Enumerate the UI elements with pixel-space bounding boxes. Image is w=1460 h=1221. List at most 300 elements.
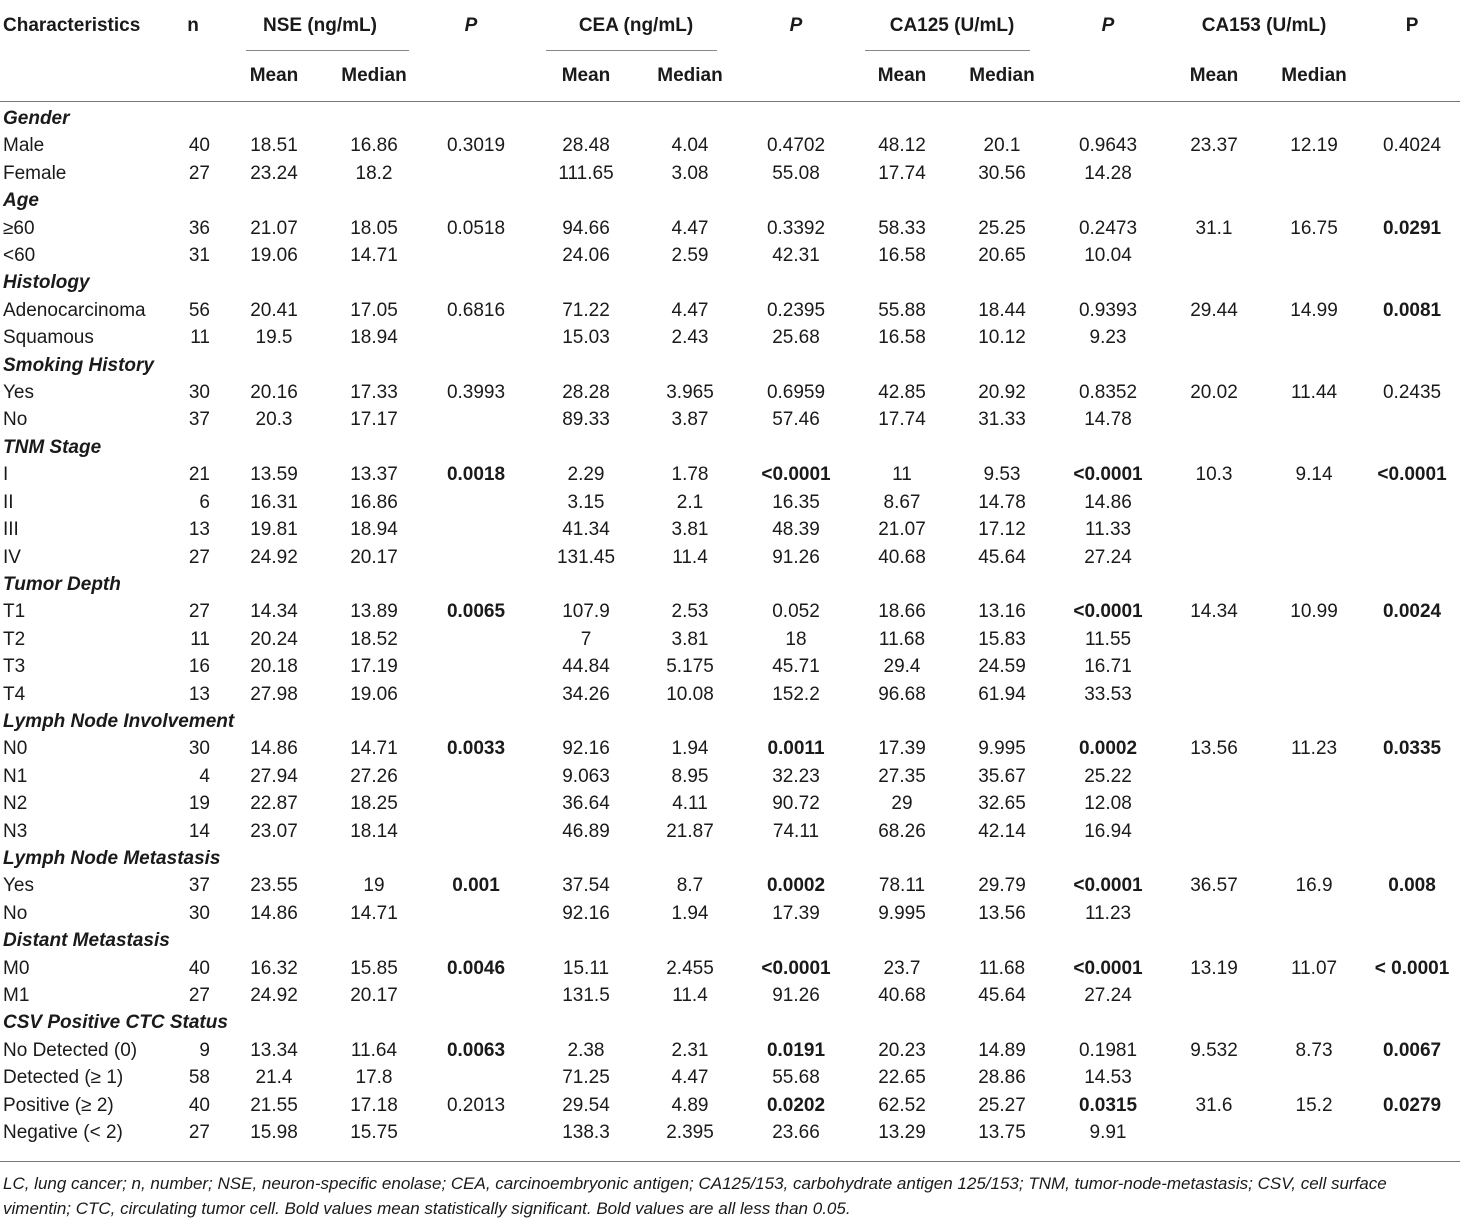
- cell-nse-median: 15.75: [350, 1122, 398, 1144]
- category-row: [0, 927, 1460, 954]
- cell-cea-median: 3.81: [671, 628, 709, 650]
- cell-ca153-mean: [1164, 681, 1264, 708]
- cell-ca125-mean: 13.29: [878, 1122, 926, 1144]
- cell-n: 27: [188, 546, 210, 568]
- cell-ca125-mean: 9.995: [878, 902, 926, 924]
- header-nse: NSE (ng/mL): [263, 14, 377, 36]
- header-p-cea: P: [789, 14, 803, 36]
- cell-label: M1: [3, 985, 30, 1006]
- cell-label: Adenocarcinoma: [3, 299, 146, 321]
- table-row: [0, 489, 1460, 516]
- cell-nse-median: 17.18: [350, 1094, 398, 1116]
- cell-ca125-p: 25.22: [1084, 765, 1132, 787]
- cell-ca125-p: 14.86: [1084, 491, 1132, 513]
- cell-ca125-mean: 48.12: [878, 135, 926, 157]
- cell-ca125-p: 14.28: [1084, 162, 1132, 184]
- table-row: [0, 1119, 1460, 1146]
- cell-ca153-p: [1364, 489, 1460, 516]
- cell-ca125-mean: 29: [891, 793, 913, 815]
- cell-ca125-median: 17.12: [978, 519, 1026, 541]
- cell-ca153-median: [1264, 653, 1364, 680]
- cell-ca153-median: [1264, 982, 1364, 1009]
- cell-ca153-p: 0.0291: [1382, 217, 1442, 239]
- cell-cea-mean: 41.34: [562, 519, 610, 541]
- cell-ca153-median: [1264, 489, 1364, 516]
- cell-nse-median: 13.37: [350, 464, 398, 486]
- cell-n: 16: [188, 656, 210, 678]
- cell-nse-median: 14.71: [350, 738, 398, 760]
- table-row: [0, 598, 1460, 625]
- cell-nse-p: [420, 242, 532, 269]
- table-row: [0, 900, 1460, 927]
- cell-cea-p: 45.71: [772, 656, 820, 678]
- cell-ca125-mean: 55.88: [878, 299, 926, 321]
- cell-nse-mean: 27.94: [250, 765, 298, 787]
- cell-n: 11: [190, 628, 210, 650]
- nse-underline: [246, 50, 409, 51]
- cell-cea-median: 2.59: [671, 245, 709, 267]
- cell-ca125-median: 14.89: [978, 1039, 1026, 1061]
- cell-n: 36: [188, 217, 210, 239]
- cell-label: <60: [3, 245, 36, 267]
- cell-ca153-mean: [1164, 626, 1264, 653]
- cell-cea-p: 91.26: [772, 546, 820, 568]
- cell-nse-p: [420, 1064, 532, 1091]
- cell-ca153-mean: 31.6: [1195, 1094, 1233, 1116]
- category-label: Distant Metastasis: [3, 930, 170, 952]
- cell-cea-median: 4.04: [671, 135, 709, 157]
- cell-ca153-median: [1264, 790, 1364, 817]
- cell-cea-mean: 24.06: [562, 245, 610, 267]
- cell-label: T2: [3, 628, 26, 650]
- header-row-1: [0, 0, 1460, 51]
- header-cea: CEA (ng/mL): [578, 14, 694, 36]
- cell-cea-mean: 15.11: [562, 957, 610, 979]
- table-row: [0, 516, 1460, 543]
- cell-cea-mean: 94.66: [562, 217, 610, 239]
- table-row: [0, 406, 1460, 433]
- header-characteristics: Characteristics: [3, 14, 141, 36]
- cell-nse-mean: 15.98: [250, 1122, 298, 1144]
- cell-n: 13: [188, 519, 210, 541]
- cell-ca153-mean: [1164, 790, 1264, 817]
- cell-n: 13: [188, 683, 210, 705]
- table-row: [0, 653, 1460, 680]
- table-row: [0, 160, 1460, 187]
- cell-nse-median: 27.26: [350, 765, 398, 787]
- cell-nse-median: 15.85: [350, 957, 398, 979]
- cell-nse-p: 0.0046: [446, 957, 506, 979]
- cell-ca125-mean: 68.26: [878, 820, 926, 842]
- cell-ca125-mean: 18.66: [878, 601, 926, 623]
- cell-ca125-p: 14.78: [1084, 409, 1132, 431]
- cell-cea-p: 90.72: [772, 793, 820, 815]
- cell-ca125-mean: 22.65: [878, 1067, 926, 1089]
- cell-ca125-median: 20.65: [978, 245, 1026, 267]
- cell-ca153-p: [1364, 516, 1460, 543]
- cell-nse-mean: 21.55: [250, 1094, 298, 1116]
- cell-nse-median: 18.52: [350, 628, 398, 650]
- cell-ca153-p: 0.0335: [1382, 738, 1442, 760]
- cell-nse-mean: 20.41: [250, 299, 298, 321]
- cell-n: 31: [188, 245, 210, 267]
- cell-n: 30: [188, 902, 210, 924]
- cell-label: T4: [3, 683, 26, 705]
- cell-cea-median: 4.47: [671, 1067, 709, 1089]
- table-row: [0, 1092, 1460, 1119]
- table-row: [0, 872, 1460, 899]
- cell-nse-p: [420, 160, 532, 187]
- cell-cea-mean: 28.28: [562, 382, 610, 404]
- cell-nse-p: [420, 982, 532, 1009]
- cell-nse-median: 16.86: [350, 135, 398, 157]
- cell-cea-median: 8.7: [676, 875, 704, 897]
- cell-n: 11: [190, 327, 210, 349]
- cell-label: Detected (≥ 1): [3, 1067, 124, 1089]
- cell-cea-median: 1.94: [671, 738, 709, 760]
- cea-underline: [546, 50, 717, 51]
- cell-cea-p: 0.3392: [766, 217, 826, 239]
- table-row: [0, 461, 1460, 488]
- cell-nse-median: 18.25: [350, 793, 398, 815]
- cell-nse-mean: 14.34: [250, 601, 298, 623]
- cell-ca125-median: 32.65: [978, 793, 1026, 815]
- header-ca125: CA125 (U/mL): [889, 14, 1015, 36]
- cell-nse-p: [420, 900, 532, 927]
- cell-cea-median: 3.08: [671, 162, 709, 184]
- cell-n: 40: [188, 957, 210, 979]
- ca125-underline: [865, 50, 1030, 51]
- cell-cea-p: 32.23: [772, 765, 820, 787]
- cell-cea-p: 55.08: [772, 162, 820, 184]
- cell-ca125-p: 9.23: [1089, 327, 1127, 349]
- cell-label: Female: [3, 162, 67, 184]
- cell-label: II: [3, 491, 14, 513]
- cell-ca125-mean: 40.68: [878, 546, 926, 568]
- cell-cea-median: 2.455: [666, 957, 714, 979]
- table-row: [0, 1037, 1460, 1064]
- table-row: [0, 544, 1460, 571]
- header-ca125-mean: Mean: [877, 65, 927, 86]
- cell-nse-p: [420, 516, 532, 543]
- header-row-2: [0, 51, 1460, 101]
- cell-ca125-median: 15.83: [978, 628, 1026, 650]
- cell-ca153-median: [1264, 626, 1364, 653]
- cell-nse-mean: 24.92: [250, 546, 298, 568]
- cell-cea-p: <0.0001: [761, 957, 831, 979]
- cell-ca125-p: 0.1981: [1078, 1039, 1138, 1061]
- cell-ca125-p: 0.0002: [1078, 738, 1138, 760]
- cell-ca153-mean: [1164, 763, 1264, 790]
- cell-ca153-median: [1264, 1119, 1364, 1146]
- cell-ca153-mean: [1164, 544, 1264, 571]
- cell-cea-mean: 3.15: [567, 491, 605, 513]
- cell-label: N3: [3, 820, 28, 842]
- category-label: CSV Positive CTC Status: [3, 1012, 228, 1034]
- cell-nse-p: [420, 489, 532, 516]
- table-row: [0, 955, 1460, 982]
- cell-nse-mean: 21.07: [250, 217, 298, 239]
- cell-nse-mean: 19.5: [255, 327, 293, 349]
- cell-nse-p: [420, 790, 532, 817]
- cell-ca125-p: 11.23: [1084, 902, 1132, 924]
- cell-cea-median: 3.81: [671, 519, 709, 541]
- header-p-ca153: P: [1405, 14, 1419, 36]
- cell-cea-mean: 28.48: [562, 135, 610, 157]
- cell-ca153-median: [1264, 242, 1364, 269]
- cell-cea-mean: 71.25: [562, 1067, 610, 1089]
- cell-cea-median: 21.87: [666, 820, 714, 842]
- table-row: [0, 626, 1460, 653]
- cell-ca125-p: 0.0315: [1078, 1094, 1138, 1116]
- cell-cea-p: 0.6959: [766, 382, 826, 404]
- cell-nse-mean: 14.86: [250, 902, 298, 924]
- cell-cea-median: 1.78: [671, 464, 709, 486]
- cell-cea-median: 4.89: [671, 1094, 709, 1116]
- cell-label: Yes: [3, 382, 34, 404]
- table-row: [0, 735, 1460, 762]
- cell-nse-median: 20.17: [350, 985, 398, 1006]
- cell-n: 9: [199, 1039, 210, 1061]
- cell-ca125-p: <0.0001: [1073, 464, 1143, 486]
- cell-cea-mean: 92.16: [562, 902, 610, 924]
- cell-cea-median: 3.965: [666, 382, 714, 404]
- cell-cea-mean: 44.84: [562, 656, 610, 678]
- cell-nse-p: 0.6816: [446, 299, 506, 321]
- cell-ca153-mean: 10.3: [1195, 464, 1233, 486]
- cell-ca153-mean: [1164, 653, 1264, 680]
- cell-n: 58: [188, 1067, 210, 1089]
- header-p-ca125: P: [1101, 14, 1115, 36]
- cell-cea-mean: 34.26: [562, 683, 610, 705]
- cell-nse-mean: 23.24: [250, 162, 298, 184]
- cell-ca125-mean: 23.7: [883, 957, 921, 979]
- cell-ca153-p: [1364, 544, 1460, 571]
- cell-ca125-mean: 11: [892, 464, 912, 486]
- cell-ca153-p: 0.2435: [1382, 382, 1442, 404]
- cell-ca125-median: 61.94: [978, 683, 1026, 705]
- cell-nse-p: 0.001: [452, 875, 500, 897]
- cell-ca153-p: [1364, 324, 1460, 351]
- cell-label: I: [3, 464, 9, 486]
- cell-cea-p: 91.26: [772, 985, 820, 1006]
- table-row: [0, 297, 1460, 324]
- cell-ca153-p: < 0.0001: [1374, 957, 1450, 979]
- cell-nse-median: 17.8: [355, 1067, 393, 1089]
- cell-label: T3: [3, 656, 26, 678]
- cell-ca125-p: 16.71: [1084, 656, 1132, 678]
- cell-ca125-median: 18.44: [978, 299, 1026, 321]
- cell-ca153-p: 0.0024: [1382, 601, 1442, 623]
- cell-ca153-median: 15.2: [1295, 1094, 1333, 1116]
- cell-ca125-median: 25.27: [978, 1094, 1026, 1116]
- cell-ca125-mean: 78.11: [878, 875, 926, 897]
- category-row: [0, 708, 1460, 735]
- cell-cea-p: 17.39: [772, 902, 820, 924]
- cell-cea-p: 74.11: [772, 820, 820, 842]
- cell-ca153-median: 8.73: [1295, 1039, 1333, 1061]
- cell-nse-median: 14.71: [350, 245, 398, 267]
- header-ca153-median: Median: [1281, 65, 1347, 86]
- cell-cea-p: 152.2: [772, 683, 820, 705]
- table-row: [0, 242, 1460, 269]
- cell-label: No: [3, 409, 28, 431]
- cell-label: M0: [3, 957, 30, 979]
- cell-ca153-mean: [1164, 489, 1264, 516]
- cell-n: 21: [188, 464, 210, 486]
- cell-nse-median: 17.19: [350, 656, 398, 678]
- cell-n: 30: [188, 738, 210, 760]
- cell-cea-median: 2.53: [671, 601, 709, 623]
- cell-ca125-mean: 16.58: [878, 245, 926, 267]
- cell-ca153-p: [1364, 900, 1460, 927]
- cell-ca125-mean: 20.23: [878, 1039, 926, 1061]
- cell-nse-mean: 24.92: [250, 985, 298, 1006]
- cell-nse-p: [420, 1119, 532, 1146]
- cell-ca153-mean: [1164, 406, 1264, 433]
- category-row: [0, 571, 1460, 598]
- cell-nse-median: 14.71: [350, 902, 398, 924]
- cell-ca125-mean: 11.68: [878, 628, 926, 650]
- cell-ca153-median: [1264, 324, 1364, 351]
- cell-nse-mean: 20.24: [250, 628, 298, 650]
- cell-nse-median: 18.94: [350, 327, 398, 349]
- category-label: Tumor Depth: [3, 573, 121, 595]
- category-label: Age: [3, 190, 39, 212]
- cell-nse-mean: 19.06: [250, 245, 298, 267]
- cell-cea-mean: 29.54: [562, 1094, 610, 1116]
- cell-ca125-median: 13.56: [978, 902, 1026, 924]
- cell-ca125-median: 42.14: [978, 820, 1026, 842]
- cell-nse-median: 11.64: [350, 1039, 398, 1061]
- cell-ca125-median: 9.53: [983, 464, 1021, 486]
- cell-nse-median: 19.06: [350, 683, 398, 705]
- cell-ca153-median: 12.19: [1290, 135, 1338, 157]
- cell-label: Squamous: [3, 327, 94, 349]
- cell-ca125-p: 0.8352: [1078, 382, 1138, 404]
- cell-cea-p: 0.0202: [766, 1094, 826, 1116]
- cell-ca125-median: 25.25: [978, 217, 1026, 239]
- cell-cea-mean: 46.89: [562, 820, 610, 842]
- cell-ca125-median: 35.67: [978, 765, 1026, 787]
- cell-ca153-mean: 23.37: [1190, 135, 1238, 157]
- category-row: [0, 269, 1460, 296]
- cell-ca153-p: [1364, 818, 1460, 845]
- cell-cea-mean: 36.64: [562, 793, 610, 815]
- cell-ca153-median: 11.23: [1290, 738, 1338, 760]
- cell-ca153-mean: 9.532: [1190, 1039, 1238, 1061]
- cell-cea-p: 18: [785, 628, 807, 650]
- cell-ca125-mean: 16.58: [878, 327, 926, 349]
- cell-cea-p: 0.052: [772, 601, 820, 623]
- cell-nse-mean: 16.31: [250, 491, 298, 513]
- cell-ca153-median: [1264, 516, 1364, 543]
- cell-ca153-mean: [1164, 516, 1264, 543]
- cell-nse-p: [420, 681, 532, 708]
- cell-ca125-median: 13.16: [978, 601, 1026, 623]
- table-row: [0, 790, 1460, 817]
- cell-ca125-mean: 17.39: [878, 738, 926, 760]
- cell-cea-mean: 37.54: [562, 875, 610, 897]
- cell-ca153-median: 14.99: [1290, 299, 1338, 321]
- cell-cea-median: 1.94: [671, 902, 709, 924]
- category-label: Lymph Node Metastasis: [3, 847, 221, 869]
- cell-cea-mean: 15.03: [562, 327, 610, 349]
- cell-cea-mean: 71.22: [562, 299, 610, 321]
- cell-ca153-median: [1264, 160, 1364, 187]
- cell-n: 40: [188, 1094, 210, 1116]
- cell-ca153-p: [1364, 242, 1460, 269]
- cell-n: 56: [188, 299, 210, 321]
- cell-nse-p: 0.0033: [446, 738, 506, 760]
- cell-nse-median: 18.05: [350, 217, 398, 239]
- header-p-nse: P: [464, 14, 478, 36]
- cell-nse-mean: 27.98: [250, 683, 298, 705]
- category-row: [0, 352, 1460, 379]
- cell-ca125-mean: 58.33: [878, 217, 926, 239]
- cell-ca153-p: 0.0279: [1382, 1094, 1442, 1116]
- cell-cea-median: 2.395: [666, 1122, 714, 1144]
- cell-cea-p: 0.0191: [766, 1039, 826, 1061]
- cell-cea-median: 2.31: [671, 1039, 709, 1061]
- cell-nse-mean: 19.81: [250, 519, 298, 541]
- cell-cea-median: 3.87: [671, 409, 709, 431]
- cell-ca153-p: [1364, 681, 1460, 708]
- cell-ca125-median: 45.64: [978, 985, 1026, 1006]
- table-row: [0, 379, 1460, 406]
- cell-ca125-mean: 29.4: [883, 656, 921, 678]
- cell-ca153-p: <0.0001: [1377, 464, 1447, 486]
- cell-ca153-p: [1364, 982, 1460, 1009]
- cell-nse-median: 19: [363, 875, 385, 897]
- cell-cea-mean: 131.45: [556, 546, 616, 568]
- cell-ca153-mean: 36.57: [1190, 875, 1238, 897]
- cell-nse-median: 18.94: [350, 519, 398, 541]
- cell-cea-p: 0.0002: [766, 875, 826, 897]
- header-nse-mean: Mean: [249, 65, 299, 86]
- category-row: [0, 434, 1460, 461]
- cell-n: 27: [188, 985, 210, 1006]
- cell-nse-median: 20.17: [350, 546, 398, 568]
- cell-cea-mean: 89.33: [562, 409, 610, 431]
- cell-ca153-p: [1364, 406, 1460, 433]
- cell-nse-p: [420, 544, 532, 571]
- cell-ca153-median: 11.44: [1290, 382, 1338, 404]
- cell-n: 40: [188, 135, 210, 157]
- cell-ca153-mean: 13.56: [1190, 738, 1238, 760]
- cell-cea-mean: 111.65: [558, 162, 614, 184]
- table-row: [0, 1064, 1460, 1091]
- cell-cea-mean: 9.063: [562, 765, 610, 787]
- cell-n: 27: [188, 601, 210, 623]
- table-row: [0, 818, 1460, 845]
- cell-nse-median: 17.17: [350, 409, 398, 431]
- cell-ca153-p: [1364, 1119, 1460, 1146]
- cell-label: N0: [3, 738, 28, 760]
- cell-cea-p: 42.31: [772, 245, 820, 267]
- cell-label: III: [3, 519, 19, 541]
- header-ca153-mean: Mean: [1189, 65, 1239, 86]
- cell-ca125-mean: 42.85: [878, 382, 926, 404]
- cell-ca153-mean: [1164, 1064, 1264, 1091]
- category-label: Gender: [3, 108, 70, 129]
- cell-label: N1: [3, 765, 28, 787]
- cell-label: No: [3, 902, 28, 924]
- cell-ca125-mean: 8.67: [883, 491, 921, 513]
- cell-ca125-p: <0.0001: [1073, 601, 1143, 623]
- cell-ca125-p: 12.08: [1084, 793, 1132, 815]
- cell-ca125-p: 11.55: [1084, 628, 1132, 650]
